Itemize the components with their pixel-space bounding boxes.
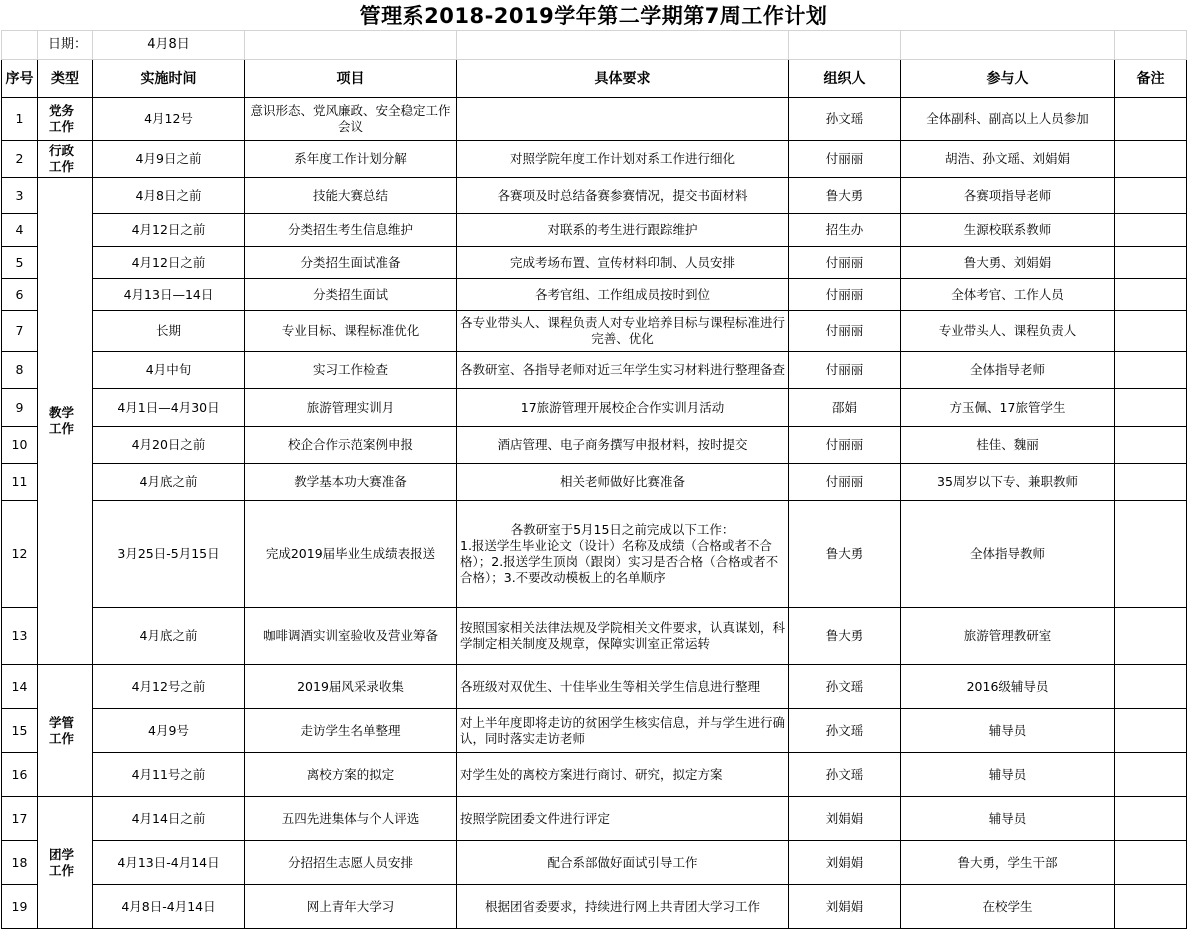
requirement[interactable]: 对上半年度即将走访的贫困学生核实信息，并与学生进行确认，同时落实走访老师	[457, 709, 789, 753]
organizer[interactable]: 付丽丽	[789, 427, 901, 464]
project-item[interactable]: 咖啡调酒实训室验收及营业筹备	[245, 608, 457, 665]
table-row	[2, 885, 1187, 929]
header-item: 项目	[245, 60, 457, 98]
participants[interactable]: 全体副科、副高以上人员参加	[901, 98, 1115, 141]
notes[interactable]	[1115, 608, 1187, 665]
table-row	[2, 214, 1187, 247]
notes[interactable]	[1115, 797, 1187, 841]
date-row-blank[interactable]	[2, 31, 38, 60]
table-row	[2, 427, 1187, 464]
implementation-time[interactable]: 3月25日-5月15日	[93, 501, 245, 608]
table-row	[2, 279, 1187, 311]
category-label: 党务工作	[49, 103, 75, 134]
participants[interactable]: 辅导员	[901, 797, 1115, 841]
implementation-time[interactable]: 4月8日-4月14日	[93, 885, 245, 929]
header-notes: 备注	[1115, 60, 1187, 98]
notes[interactable]	[1115, 98, 1187, 141]
implementation-time[interactable]: 4月9日之前	[93, 141, 245, 178]
participants[interactable]: 2016级辅导员	[901, 665, 1115, 709]
project-item[interactable]: 完成2019届毕业生成绩表报送	[245, 501, 457, 608]
notes[interactable]	[1115, 427, 1187, 464]
header-seq: 序号	[2, 60, 38, 98]
header-type: 类型	[38, 60, 93, 98]
project-item[interactable]: 旅游管理实训月	[245, 389, 457, 427]
implementation-time[interactable]: 4月13日—14日	[93, 279, 245, 311]
row-number[interactable]: 19	[2, 885, 38, 929]
row-number[interactable]: 3	[2, 178, 38, 214]
table-row	[2, 841, 1187, 885]
row-number[interactable]: 7	[2, 311, 38, 352]
header-organizer: 组织人	[789, 60, 901, 98]
notes[interactable]	[1115, 841, 1187, 885]
row-number[interactable]: 10	[2, 427, 38, 464]
row-number[interactable]: 11	[2, 464, 38, 501]
organizer[interactable]: 孙文瑶	[789, 98, 901, 141]
implementation-time[interactable]: 4月20日之前	[93, 427, 245, 464]
participants[interactable]: 35周岁以下专、兼职教师	[901, 464, 1115, 501]
row-number[interactable]: 16	[2, 753, 38, 797]
project-item[interactable]: 教学基本功大赛准备	[245, 464, 457, 501]
implementation-time[interactable]: 4月13日-4月14日	[93, 841, 245, 885]
work-plan-table	[1, 30, 1187, 929]
row-number[interactable]: 2	[2, 141, 38, 178]
organizer[interactable]: 付丽丽	[789, 279, 901, 311]
organizer[interactable]: 鲁大勇	[789, 608, 901, 665]
requirement[interactable]: 根据团省委要求，持续进行网上共青团大学习工作	[457, 885, 789, 929]
implementation-time[interactable]: 4月中旬	[93, 352, 245, 389]
requirement[interactable]: 完成考场布置、宣传材料印制、人员安排	[457, 247, 789, 279]
category-label: 行政工作	[49, 143, 75, 174]
implementation-time[interactable]: 4月底之前	[93, 608, 245, 665]
participants[interactable]: 桂佳、魏丽	[901, 427, 1115, 464]
date-row-blank[interactable]	[1115, 31, 1187, 60]
notes[interactable]	[1115, 311, 1187, 352]
project-item[interactable]: 网上青年大学习	[245, 885, 457, 929]
requirement[interactable]: 对照学院年度工作计划对系工作进行细化	[457, 141, 789, 178]
organizer[interactable]: 鲁大勇	[789, 178, 901, 214]
row-number[interactable]: 12	[2, 501, 38, 608]
participants[interactable]: 鲁大勇，学生干部	[901, 841, 1115, 885]
header-participants: 参与人	[901, 60, 1115, 98]
participants[interactable]: 在校学生	[901, 885, 1115, 929]
table-row	[2, 608, 1187, 665]
notes[interactable]	[1115, 501, 1187, 608]
notes[interactable]	[1115, 753, 1187, 797]
table-row	[2, 797, 1187, 841]
requirement[interactable]: 酒店管理、电子商务撰写申报材料，按时提交	[457, 427, 789, 464]
project-item[interactable]: 分类招生面试	[245, 279, 457, 311]
category-cell[interactable]	[38, 141, 93, 178]
date-row-blank[interactable]	[901, 31, 1115, 60]
sheet-title: 管理系2018-2019学年第二学期第7周工作计划	[359, 4, 828, 28]
notes[interactable]	[1115, 464, 1187, 501]
notes[interactable]	[1115, 178, 1187, 214]
table-row	[2, 141, 1187, 178]
category-cell[interactable]	[38, 98, 93, 141]
organizer[interactable]: 孙文瑶	[789, 753, 901, 797]
participants[interactable]: 各赛项指导老师	[901, 178, 1115, 214]
implementation-time[interactable]: 4月8日之前	[93, 178, 245, 214]
organizer[interactable]: 刘娟娟	[789, 841, 901, 885]
organizer[interactable]: 刘娟娟	[789, 885, 901, 929]
organizer[interactable]: 付丽丽	[789, 247, 901, 279]
implementation-time[interactable]: 4月12日之前	[93, 214, 245, 247]
project-item[interactable]: 意识形态、党风廉政、安全稳定工作会议	[245, 98, 457, 141]
project-item[interactable]: 校企合作示范案例申报	[245, 427, 457, 464]
category-cell[interactable]	[38, 797, 93, 929]
requirement[interactable]: 按照学院团委文件进行评定	[457, 797, 789, 841]
date-label: 日期：	[38, 31, 93, 60]
row-number[interactable]: 9	[2, 389, 38, 427]
implementation-time[interactable]: 4月12号	[93, 98, 245, 141]
date-row	[2, 31, 1187, 60]
header-row	[2, 60, 1187, 98]
participants[interactable]: 辅导员	[901, 709, 1115, 753]
participants[interactable]: 专业带头人、课程负责人	[901, 311, 1115, 352]
notes[interactable]	[1115, 885, 1187, 929]
organizer[interactable]: 付丽丽	[789, 352, 901, 389]
organizer[interactable]: 付丽丽	[789, 141, 901, 178]
table-row	[2, 311, 1187, 352]
project-item[interactable]: 分类招生面试准备	[245, 247, 457, 279]
requirement[interactable]: 各专业带头人、课程负责人对专业培养目标与课程标准进行完善、优化	[457, 311, 789, 352]
table-row	[2, 389, 1187, 427]
requirement[interactable]: 各考官组、工作组成员按时到位	[457, 279, 789, 311]
organizer[interactable]: 付丽丽	[789, 464, 901, 501]
date-row-blank[interactable]	[457, 31, 789, 60]
participants[interactable]: 全体指导教师	[901, 501, 1115, 608]
row-number[interactable]: 6	[2, 279, 38, 311]
requirement[interactable]: 按照国家相关法律法规及学院相关文件要求，认真谋划，科学制定相关制度及规章，保障实训室正常运转	[457, 608, 789, 665]
row-number[interactable]: 17	[2, 797, 38, 841]
participants[interactable]: 鲁大勇、刘娟娟	[901, 247, 1115, 279]
project-item[interactable]: 2019届风采录收集	[245, 665, 457, 709]
notes[interactable]	[1115, 279, 1187, 311]
row-number[interactable]: 4	[2, 214, 38, 247]
requirement[interactable]: 对联系的考生进行跟踪维护	[457, 214, 789, 247]
table-row	[2, 247, 1187, 279]
table-row	[2, 665, 1187, 709]
organizer[interactable]: 鲁大勇	[789, 501, 901, 608]
row-number[interactable]: 8	[2, 352, 38, 389]
category-cell[interactable]	[38, 665, 93, 797]
requirement[interactable]: 各教研室、各指导老师对近三年学生实习材料进行整理备查	[457, 352, 789, 389]
row-number[interactable]: 18	[2, 841, 38, 885]
implementation-time[interactable]: 4月1日—4月30日	[93, 389, 245, 427]
row-number[interactable]: 1	[2, 98, 38, 141]
implementation-time[interactable]: 4月11号之前	[93, 753, 245, 797]
notes[interactable]	[1115, 214, 1187, 247]
table-row	[2, 501, 1187, 608]
participants[interactable]: 胡浩、孙文瑶、刘娟娟	[901, 141, 1115, 178]
organizer[interactable]: 招生办	[789, 214, 901, 247]
organizer[interactable]: 邵娟	[789, 389, 901, 427]
implementation-time[interactable]: 4月12号之前	[93, 665, 245, 709]
requirement-line: 各教研室于5月15日之前完成以下工作：	[510, 522, 735, 537]
participants[interactable]: 方玉佩、17旅管学生	[901, 389, 1115, 427]
implementation-time[interactable]: 长期	[93, 311, 245, 352]
category-cell[interactable]	[38, 178, 93, 665]
project-item[interactable]: 系年度工作计划分解	[245, 141, 457, 178]
row-number[interactable]: 5	[2, 247, 38, 279]
project-item[interactable]: 分类招生考生信息维护	[245, 214, 457, 247]
row-number[interactable]: 14	[2, 665, 38, 709]
participants[interactable]: 全体指导老师	[901, 352, 1115, 389]
organizer[interactable]: 刘娟娟	[789, 797, 901, 841]
participants[interactable]: 旅游管理教研室	[901, 608, 1115, 665]
requirement[interactable]	[457, 98, 789, 141]
participants[interactable]: 全体考官、工作人员	[901, 279, 1115, 311]
participants[interactable]: 生源校联系教师	[901, 214, 1115, 247]
date-row-blank[interactable]	[245, 31, 457, 60]
row-number[interactable]: 15	[2, 709, 38, 753]
category-label: 教学工作	[49, 405, 75, 436]
implementation-time[interactable]: 4月9号	[93, 709, 245, 753]
implementation-time[interactable]: 4月12日之前	[93, 247, 245, 279]
project-item[interactable]: 分招招生志愿人员安排	[245, 841, 457, 885]
requirement[interactable]: 各班级对双优生、十佳毕业生等相关学生信息进行整理	[457, 665, 789, 709]
participants[interactable]: 辅导员	[901, 753, 1115, 797]
header-requirement: 具体要求	[457, 60, 789, 98]
date-value[interactable]: 4月8日	[93, 31, 245, 60]
organizer[interactable]: 付丽丽	[789, 311, 901, 352]
table-row	[2, 178, 1187, 214]
notes[interactable]	[1115, 247, 1187, 279]
requirement[interactable]: 相关老师做好比赛准备	[457, 464, 789, 501]
table-row	[2, 352, 1187, 389]
date-row-blank[interactable]	[789, 31, 901, 60]
requirement[interactable]: 对学生处的离校方案进行商讨、研究，拟定方案	[457, 753, 789, 797]
project-item[interactable]: 技能大赛总结	[245, 178, 457, 214]
project-item[interactable]: 专业目标、课程标准优化	[245, 311, 457, 352]
project-item[interactable]: 离校方案的拟定	[245, 753, 457, 797]
requirement[interactable]: 各赛项及时总结备赛参赛情况，提交书面材料	[457, 178, 789, 214]
row-number[interactable]: 13	[2, 608, 38, 665]
notes[interactable]	[1115, 352, 1187, 389]
notes[interactable]	[1115, 709, 1187, 753]
table-row	[2, 464, 1187, 501]
project-item[interactable]: 实习工作检查	[245, 352, 457, 389]
organizer[interactable]: 孙文瑶	[789, 665, 901, 709]
notes[interactable]	[1115, 141, 1187, 178]
implementation-time[interactable]: 4月底之前	[93, 464, 245, 501]
table-row	[2, 709, 1187, 753]
notes[interactable]	[1115, 665, 1187, 709]
header-time: 实施时间	[93, 60, 245, 98]
category-label: 学管工作	[49, 714, 75, 746]
table-row	[2, 753, 1187, 797]
requirement[interactable]: 17旅游管理开展校企合作实训月活动	[457, 389, 789, 427]
category-label: 团学工作	[49, 846, 75, 878]
requirement-line: 1.报送学生毕业论文（设计）名称及成绩（合格或者不合格）；2.报送学生顶岗（跟岗）实习是否合格（合格或者不合格）；3.不要改动模板上的名单顺序	[460, 538, 779, 585]
project-item[interactable]: 五四先进集体与个人评选	[245, 797, 457, 841]
implementation-time[interactable]: 4月14日之前	[93, 797, 245, 841]
organizer[interactable]: 孙文瑶	[789, 709, 901, 753]
table-row	[2, 98, 1187, 141]
table-body	[2, 31, 1187, 929]
project-item[interactable]: 走访学生名单整理	[245, 709, 457, 753]
requirement[interactable]: 配合系部做好面试引导工作	[457, 841, 789, 885]
requirement[interactable]	[457, 501, 789, 608]
notes[interactable]	[1115, 389, 1187, 427]
